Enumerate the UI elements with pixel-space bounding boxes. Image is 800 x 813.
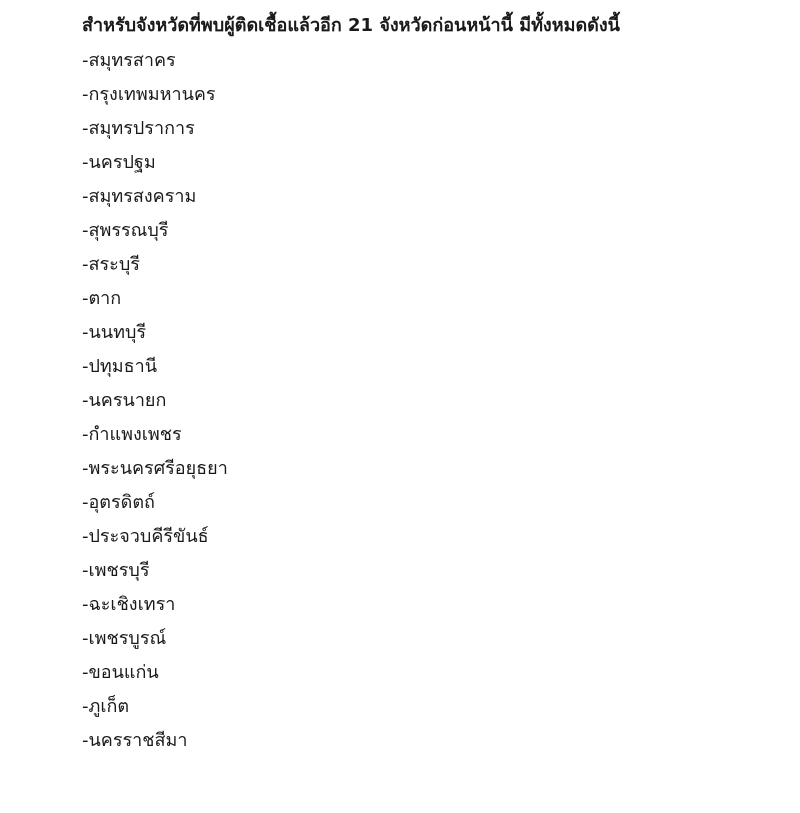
list-item: -นครราชสีมา — [82, 730, 188, 751]
list-item: -อุตรดิตถ์ — [82, 492, 155, 513]
list-item: -ฉะเชิงเทรา — [82, 594, 176, 615]
list-item: -สระบุรี — [82, 254, 140, 275]
list-item: -นครนายก — [82, 390, 167, 411]
list-item: -ขอนแก่น — [82, 662, 159, 683]
list-item: -สมุทรสาคร — [82, 50, 176, 71]
list-item: -พระนครศรีอยุธยา — [82, 458, 228, 479]
list-item: -สมุทรปราการ — [82, 118, 195, 139]
province-list — [82, 44, 772, 758]
list-item: -กำแพงเพชร — [82, 424, 182, 445]
list-item: -กรุงเทพมหานคร — [82, 84, 216, 105]
list-item: -นนทบุรี — [82, 322, 147, 343]
list-item: -นครปฐม — [82, 152, 156, 173]
list-item: -สุพรรณบุรี — [82, 220, 169, 241]
list-item: -เพชรบุรี — [82, 560, 150, 581]
list-item: -สมุทรสงคราม — [82, 186, 197, 207]
list-item: -เพชรบูรณ์ — [82, 628, 167, 649]
article-heading: สำหรับจังหวัดที่พบผู้ติดเชื้อแล้วอีก 21 จังหวัดก่อนหน้านี้ มีทั้งหมดดังนี้ — [82, 15, 620, 36]
article-content — [82, 10, 772, 758]
list-item: -ตาก — [82, 288, 122, 309]
list-item: -ภูเก็ต — [82, 696, 130, 717]
list-item: -ประจวบคีรีขันธ์ — [82, 526, 209, 547]
list-item: -ปทุมธานี — [82, 356, 158, 377]
